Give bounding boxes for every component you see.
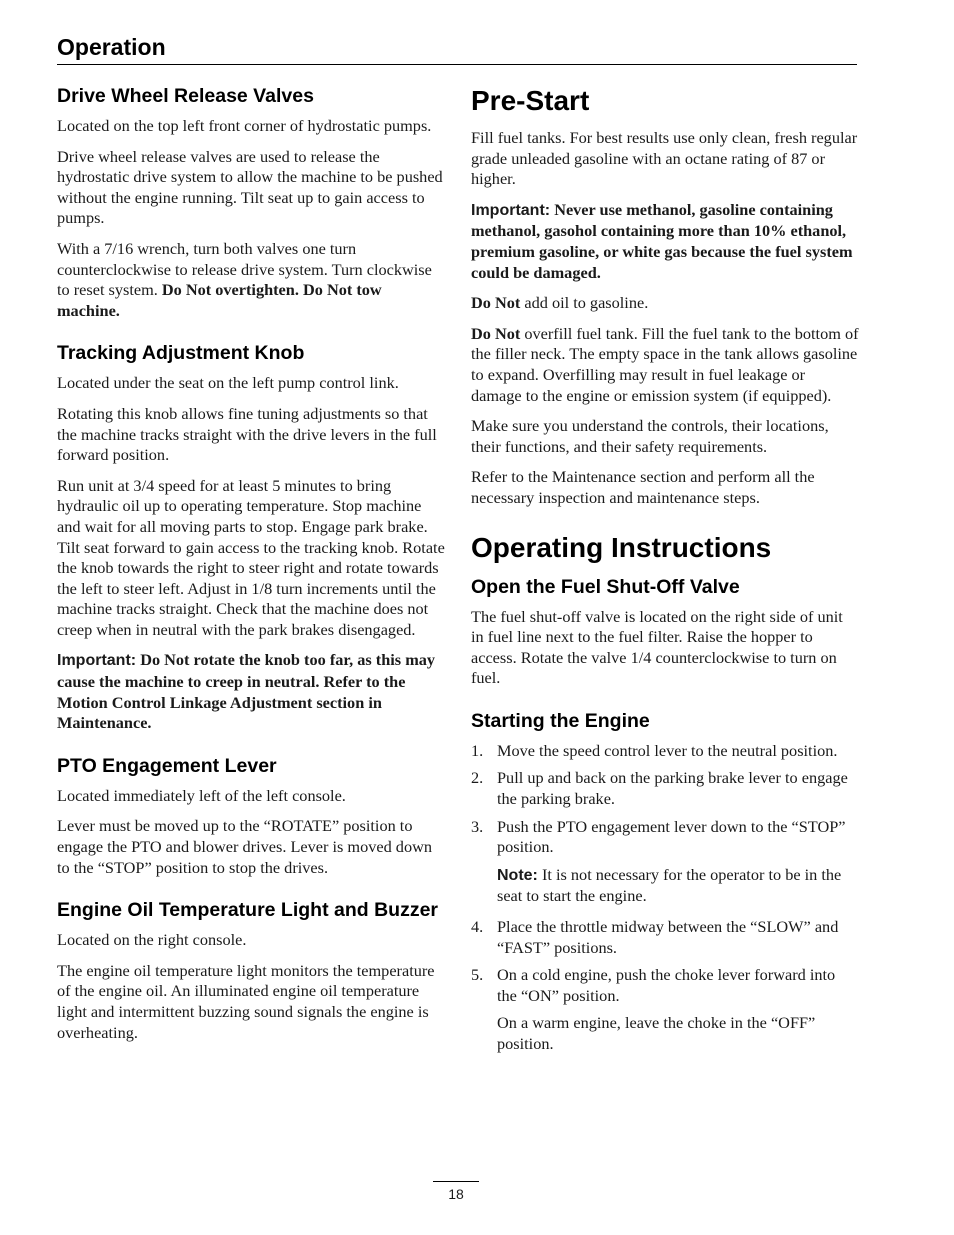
paragraph	[471, 293, 859, 314]
step-text: Place the throttle midway between the “SLOW” and “FAST” positions.	[497, 917, 839, 957]
paragraph: On a warm engine, leave the choke in the “OFF” position.	[497, 1013, 816, 1053]
important-notice	[471, 200, 859, 283]
paragraph: Make sure you understand the controls, their locations, their functions, and their safety requirements.	[471, 416, 829, 456]
steps-list-continued	[471, 917, 859, 1006]
paragraph: Lever must be moved up to the “ROTATE” position to engage the PTO and blower drives. Lever is moved down to the “STOP” position to stop the drives.	[57, 816, 432, 877]
section-heading-engine-oil: Engine Oil Temperature Light and Buzzer	[57, 899, 439, 922]
warning-text: Do Not	[471, 323, 521, 343]
section-heading-drive-wheel: Drive Wheel Release Valves	[57, 85, 314, 107]
step-number: 4.	[471, 917, 484, 937]
paragraph: Located on the right console.	[57, 930, 247, 950]
warning-text: Do Not	[471, 293, 521, 313]
page-header-title: Operation	[57, 34, 166, 60]
important-text: Do Not rotate the knob too far, as this may cause the machine to creep in neutral. Refer to the Motion Control Linkage Adjustment section in Maintenance.	[57, 650, 436, 733]
left-column	[57, 84, 445, 1053]
list-item	[471, 965, 859, 1006]
right-column	[471, 84, 859, 1065]
step-number: 5.	[471, 965, 484, 985]
list-item	[471, 768, 859, 809]
list-item	[471, 741, 859, 762]
page-number: 18	[448, 1186, 464, 1202]
paragraph: Refer to the Maintenance section and perform all the necessary inspection and maintenance steps.	[471, 467, 815, 507]
section-heading-tracking: Tracking Adjustment Knob	[57, 342, 305, 365]
important-text: Never use methanol, gasoline containing methanol, gasohol containing more than 10% ethanol, premium gasoline, or white gas because the fuel system could be damaged.	[471, 199, 853, 282]
section-title-operating: Operating Instructions	[471, 531, 772, 563]
paragraph	[471, 324, 859, 406]
step-text: Move the speed control lever to the neutral position.	[497, 740, 838, 760]
paragraph: The engine oil temperature light monitors the temperature of the engine oil. An illuminated engine oil temperature light and intermittent buzzing sound signals the engine is overheating.	[57, 960, 435, 1042]
section-heading-starting: Starting the Engine	[471, 709, 650, 732]
important-label: Important:	[57, 652, 137, 670]
paragraph: Located on the top left front corner of hydrostatic pumps.	[57, 116, 432, 135]
note	[471, 865, 859, 907]
list-item	[471, 917, 859, 958]
step-number: 3.	[471, 816, 484, 836]
paragraph: Run unit at 3/4 speed for at least 5 minutes to bring hydraulic oil up to operating temperature. Stop machine and wait for all moving parts to stop. Engage park brake. Tilt seat forward to gain access to the tracking knob. Rotate the knob towards the right to steer right and rotate towards the left to steer left. Adjust in 1/8 turn increments until the machine tracks straight. Check that the machine does not creep when in neutral with the park brakes disengaged.	[57, 475, 445, 639]
header-rule	[57, 64, 857, 65]
section-title-prestart: Pre-Start	[471, 85, 590, 116]
steps-list	[471, 741, 859, 858]
section-heading-pto: PTO Engagement Lever	[57, 754, 277, 777]
paragraph-text: With a 7/16 wrench, turn both valves one turn counterclockwise to release drive system. Turn clockwise to reset system.	[57, 238, 432, 300]
note-text: It is not necessary for the operator to be in the seat to start the engine.	[497, 864, 842, 906]
paragraph: Located under the seat on the left pump control link.	[57, 373, 399, 393]
footer-rule	[433, 1181, 479, 1182]
step-text: Push the PTO engagement lever down to the “STOP” position.	[497, 816, 846, 857]
paragraph: Located immediately left of the left console.	[57, 785, 346, 805]
paragraph: Drive wheel release valves are used to release the hydrostatic drive system to allow the machine to be pushed without the engine running. Tilt seat up to gain access to pumps.	[57, 146, 443, 228]
step-text: On a cold engine, push the choke lever forward into the “ON” position.	[497, 965, 836, 1005]
paragraph: The fuel shut-off valve is located on the right side of unit in fuel line next to the fuel filter. Raise the hopper to access. Rotate the valve 1/4 counterclockwise to turn on fuel.	[471, 606, 843, 688]
paragraph	[57, 239, 445, 321]
list-item	[471, 817, 859, 858]
section-heading-fuel-valve: Open the Fuel Shut-Off Valve	[471, 575, 740, 598]
step-number: 2.	[471, 768, 484, 788]
important-label: Important:	[471, 201, 551, 219]
paragraph: Fill fuel tanks. For best results use only clean, fresh regular grade unleaded gasoline with an octane rating of 87 or higher.	[471, 128, 858, 189]
paragraph: Rotating this knob allows fine tuning adjustments so that the machine tracks straight with the drive levers in the full forward position.	[57, 403, 437, 465]
important-notice	[57, 650, 445, 733]
step-text: Pull up and back on the parking brake lever to engage the parking brake.	[497, 768, 848, 809]
step-number: 1.	[471, 740, 484, 760]
paragraph-text: add oil to gasoline.	[520, 293, 649, 313]
warning-text: Do Not overtighten. Do Not tow machine.	[57, 280, 382, 320]
paragraph-text: overfill fuel tank. Fill the fuel tank to the bottom of the filler neck. The empty space in the tank allows gasoline to expand. Overfilling may result in fuel leakage or damage to the engine or emission system (if equipped).	[471, 323, 859, 405]
note-label: Note:	[497, 866, 538, 884]
